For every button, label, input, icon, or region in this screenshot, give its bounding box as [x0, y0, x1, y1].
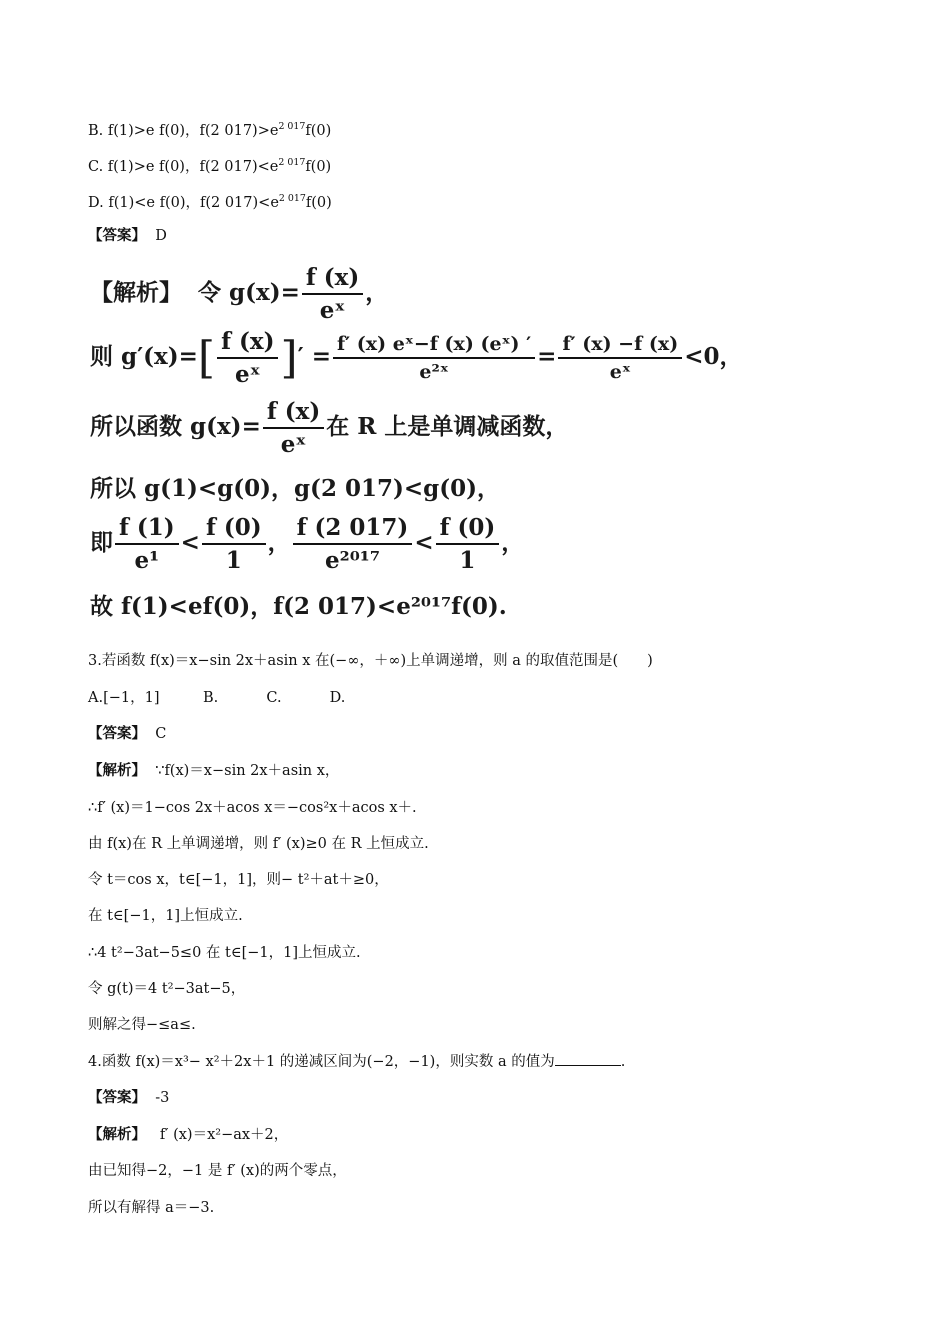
analysis-text: ∴4 t²−3at−5≤0 在 t∈[−1，1]上恒成立.: [88, 945, 361, 961]
option-c-exponent: 2 017: [278, 157, 306, 168]
numerator: f (0): [436, 514, 500, 545]
analysis-line-5: [90, 514, 524, 574]
numerator: f (0): [202, 514, 266, 545]
fraction: [333, 333, 535, 383]
analysis-text: 所以函数 g(x)=: [90, 413, 261, 440]
fraction: [115, 514, 179, 574]
analysis-line-4: [90, 470, 500, 503]
analysis-text: 令 g(t)＝4 t²−3at−5，: [88, 981, 246, 997]
denominator: eˣ: [319, 297, 346, 324]
analysis-text: 由已知得−2，−1 是 f′ (x)的两个零点，: [88, 1163, 347, 1179]
fraction: [293, 514, 413, 574]
q2-answer: [88, 227, 167, 245]
answer-value: -3: [155, 1090, 170, 1106]
analysis-label: 【解析】: [88, 1126, 146, 1143]
numerator: f (x): [263, 398, 324, 429]
analysis-line-6: [90, 588, 507, 621]
analysis-text: 令 t＝cos x，t∈[−1，1]，则− t²＋at＋≥0，: [88, 872, 389, 888]
option-d-exponent: 2 017: [278, 193, 306, 204]
q4-analysis-line-2: [88, 1162, 347, 1180]
question-stem: 4.函数 f(x)＝x³− x²＋2x＋1 的递减区间为(−2，−1)，则实数 a 的值为: [88, 1054, 555, 1070]
analysis-text: 由 f(x)在 R 上单调递增，则 f′ (x)≥0 在 R 上恒成立.: [88, 836, 429, 852]
analysis-text: 即: [90, 529, 113, 556]
answer-label: 【答案】: [88, 1089, 146, 1106]
numerator: f (x): [302, 264, 363, 295]
option-d-text: D. f(1)<e f(0)，f(2 017)<e: [88, 194, 279, 211]
q3-analysis-line-2: [88, 799, 417, 817]
analysis-text: 在 t∈[−1，1]上恒成立.: [88, 908, 243, 924]
answer-value: D: [155, 228, 167, 244]
q4-stem: [88, 1053, 625, 1071]
fraction: [436, 514, 500, 574]
denominator: e¹: [134, 547, 160, 574]
option-b-exponent: 2 017: [278, 121, 306, 132]
denominator: 1: [225, 547, 242, 574]
analysis-text: ′ =: [297, 343, 331, 370]
analysis-text: ∴f′ (x)＝1−cos 2x＋acos x＝−cos²x＋acos x＋.: [88, 800, 417, 816]
numerator: f′ (x) −f (x): [558, 333, 682, 359]
option-b: [88, 118, 331, 140]
answer-value: C: [155, 726, 167, 742]
q4-answer: [88, 1089, 169, 1107]
option-c: [88, 154, 331, 176]
q4-analysis-line-1: [88, 1126, 288, 1144]
analysis-text: f′ (x)＝x²−ax＋2，: [159, 1127, 289, 1143]
question-options: A.[−1，1] B. C. D.: [88, 690, 346, 706]
q3-analysis-line-3: [88, 835, 429, 853]
numerator: f′ (x) eˣ−f (x) (eˣ) ′: [333, 333, 535, 359]
answer-label: 【答案】: [88, 227, 146, 244]
analysis-text: =: [537, 343, 557, 370]
fraction: [217, 328, 278, 388]
fraction: [558, 333, 682, 383]
option-c-text: C. f(1)>e f(0)，f(2 017)<e: [88, 158, 279, 175]
option-b-text: B. f(1)>e f(0)，f(2 017)>e: [88, 122, 279, 139]
analysis-label: 【解析】: [88, 762, 146, 779]
q3-analysis-line-8: [88, 1016, 196, 1034]
analysis-label: 【解析】: [90, 279, 182, 306]
punct: ，: [365, 279, 389, 306]
analysis-text: 所以有解得 a＝−3.: [88, 1200, 215, 1216]
q4-analysis-line-3: [88, 1199, 214, 1217]
bracket-right: ]: [280, 332, 298, 384]
analysis-text: ∵f(x)＝x−sin 2x＋asin x，: [155, 763, 340, 779]
q3-options: [88, 689, 345, 707]
analysis-line-3: [90, 398, 568, 458]
option-c-tail: f(0): [305, 158, 332, 175]
analysis-text: 故 f(1)<ef(0)，f(2 017)<e²⁰¹⁷f(0).: [90, 593, 507, 620]
q3-analysis-line-4: [88, 871, 389, 889]
q3-analysis-line-1: [88, 762, 339, 780]
analysis-text: 则解之得−≤a≤.: [88, 1017, 196, 1033]
analysis-text: 则 g′(x)=: [90, 343, 198, 370]
denominator: e²ˣ: [419, 361, 449, 383]
analysis-text: <0，: [684, 343, 743, 370]
analysis-text: 所以 g(1)<g(0)，g(2 017)<g(0)，: [90, 475, 500, 502]
analysis-text: ，: [501, 529, 525, 556]
numerator: f (x): [217, 328, 278, 359]
numerator: f (1): [115, 514, 179, 545]
analysis-line-1: [90, 264, 388, 324]
analysis-text: 令 g(x)=: [198, 279, 300, 306]
analysis-text: <: [414, 529, 434, 556]
analysis-line-2: [90, 328, 742, 388]
answer-blank: [555, 1053, 621, 1066]
fraction: [202, 514, 266, 574]
fraction: [263, 398, 324, 458]
option-d: [88, 190, 332, 212]
question-stem: 3.若函数 f(x)＝x−sin 2x＋asin x 在(−∞，＋∞)上单调递增，则 a 的取值范围是( ): [88, 653, 653, 669]
bracket-left: [: [197, 332, 216, 384]
q3-analysis-line-5: [88, 907, 243, 925]
analysis-text: 在 R 上是单调减函数，: [326, 413, 569, 440]
denominator: 1: [459, 547, 476, 574]
analysis-text: ，: [267, 529, 291, 556]
q3-stem: [88, 652, 653, 670]
option-b-tail: f(0): [305, 122, 332, 139]
fraction: [302, 264, 363, 324]
denominator: eˣ: [234, 361, 261, 388]
denominator: e²⁰¹⁷: [325, 547, 380, 574]
q3-analysis-line-6: [88, 944, 361, 962]
numerator: f (2 017): [293, 514, 413, 545]
q3-answer: [88, 725, 166, 743]
denominator: eˣ: [280, 431, 307, 458]
q3-analysis-line-7: [88, 980, 245, 998]
question-stem-end: .: [620, 1054, 626, 1070]
denominator: eˣ: [609, 361, 631, 383]
answer-label: 【答案】: [88, 725, 146, 742]
option-d-tail: f(0): [305, 194, 332, 211]
analysis-text: <: [180, 529, 200, 556]
